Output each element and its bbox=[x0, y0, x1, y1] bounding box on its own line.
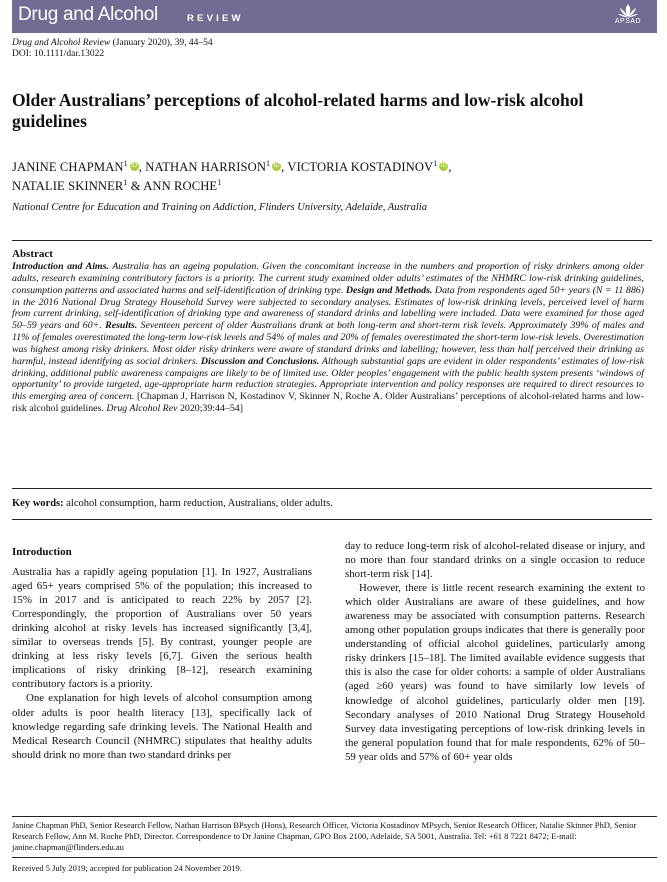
keywords bbox=[12, 498, 333, 509]
abstract-citation-text: [Chapman J, Harrison N, Kostadinov V, Skinner N, Roche A. Older Australians’ perceptions of alcohol-related harms and low-risk alcohol guidelines. bbox=[12, 391, 644, 415]
abstract-results: Seventeen percent of older Australians drank at both long-term and short-term risk levels. Approximately 39% of males and 11% of females overestimated the long-term low-risk levels and 54% of males and 20% of females overestimated the short-term low-risk levels. Overestimation was highest among risky drinkers. Most older risky drinkers were aware of standard drinks and labelling; however, less than half perceived their drinking as harmful, instead identifying as social drinkers. bbox=[12, 320, 644, 367]
received-date: Received 5 July 2019; accepted for publication 24 November 2019. bbox=[12, 863, 242, 873]
journal-citation-issue: (January 2020), 39, 44–54 bbox=[110, 38, 213, 48]
author-separator: , bbox=[281, 160, 288, 174]
author-affiliation-mark: 1 bbox=[123, 178, 128, 187]
journal-banner bbox=[12, 0, 657, 33]
abstract-citation-end: 2020;39:44–54] bbox=[177, 403, 244, 415]
abstract-intro: Australia has an ageing population. Given the concomitant increase in the numbers and proportion of risky drinkers among older adults, research examining contributory factors is a priority. The current study examined older adults’ estimates of the NHMRC low-risk drinking guidelines, consumption patterns and associated harms and self-identification of drinking type. bbox=[12, 261, 644, 296]
journal-subtitle: REVIEW bbox=[187, 13, 244, 24]
author-separator: , bbox=[138, 160, 146, 174]
journal-name[interactable]: Drug and Alcohol bbox=[18, 4, 158, 25]
orcid-icon[interactable]: ID bbox=[273, 163, 280, 169]
paragraph: Australia has a rapidly ageing population [1]. In 1927, Australians aged 65+ years comprised 5% of the population; this increased to 15% in 2017 and is anticipated to reach 22% by 2057 [2]. Correspondingly, the proportion of Australians over 50 years drinking alcohol at risky levels has increased significantly [3,4], similar to overseas trends [5]. By contrast, younger people are drinking at less risky levels [6,7]. Given the serious health implications of risky drinking [8–12], research examining contributory factors is a priority. bbox=[12, 566, 312, 691]
author-affiliation-mark: 1 bbox=[266, 159, 271, 168]
author-name[interactable]: JANINE CHAPMAN bbox=[12, 160, 124, 174]
abstract-text bbox=[12, 261, 644, 415]
abstract-design: Data from respondents aged 50+ years (N = 11 886) in the 2016 National Drug Strategy Household Survey were subjected to secondary analyses. Estimates of low-risk drinking levels, perceived level of harm from current drinking, self-identification of drinking type and awareness of standard drinks and labelling were included. Data were examined for those aged 50–59 years and 60+. bbox=[12, 284, 644, 332]
abstract-discussion-heading: Discussion and Conclusions. bbox=[200, 355, 320, 367]
apsad-logo-text: APSAD bbox=[614, 18, 642, 25]
correspondence-footnote: Janine Chapman PhD, Senior Research Fellow, Nathan Harrison BPsych (Hons), Research Officer, Victoria Kostadinov MPsych, Senior Research Officer, Natalie Skinner PhD, Senior Research Fellow, Ann M. Roche PhD, Director. Correspondence to Dr Janine Chapman, GPO Box 2100, Adelaide, SA 5001, Australia. Tel: +61 8 7221 8472; E-mail: janine.chapman@flinders.edu.au bbox=[12, 820, 637, 852]
author-affiliation-mark: 1 bbox=[217, 178, 222, 187]
affiliation: National Centre for Education and Training on Addiction, Flinders University, Adelaide, Australia bbox=[12, 202, 427, 213]
abstract-intro-heading: Introduction and Aims. bbox=[12, 261, 109, 272]
author-name[interactable]: NATALIE SKINNER bbox=[12, 179, 124, 193]
author-name[interactable]: ANN ROCHE bbox=[143, 179, 218, 193]
keywords-text: alcohol consumption, harm reduction, Australians, older adults. bbox=[63, 498, 333, 509]
journal-citation-name: Drug and Alcohol Review bbox=[12, 38, 111, 48]
author-affiliation-mark: 1 bbox=[433, 159, 438, 168]
keywords-label: Key words: bbox=[12, 498, 64, 509]
abstract-top-divider bbox=[12, 240, 652, 241]
author-separator: , bbox=[448, 160, 452, 174]
paragraph: One explanation for high levels of alcohol consumption among older adults is poor health literacy [13], specifically lack of knowledge regarding safe drinking levels. The National Health and Medical Research Council (NHMRC) stipulates that healthy adults should drink no more than two standard drinks per bbox=[12, 692, 312, 761]
right-column bbox=[345, 539, 645, 764]
left-column bbox=[12, 545, 312, 762]
abstract-results-heading: Results. bbox=[105, 320, 138, 332]
abstract-design-heading: Design and Methods. bbox=[345, 284, 433, 296]
footnote-divider bbox=[12, 816, 657, 817]
doi[interactable]: DOI: 10.1111/dar.13022 bbox=[12, 49, 105, 59]
author-separator: & bbox=[127, 179, 144, 193]
keywords-top-divider bbox=[12, 488, 652, 489]
keywords-bottom-divider bbox=[12, 519, 652, 520]
author-affiliation-mark: 1 bbox=[123, 159, 128, 168]
orcid-icon[interactable]: ID bbox=[131, 163, 138, 169]
introduction-heading: Introduction bbox=[12, 546, 72, 558]
apsad-logo[interactable] bbox=[611, 3, 645, 31]
lotus-icon bbox=[617, 3, 639, 19]
abstract-citation-journal: Drug Alcohol Rev bbox=[106, 403, 178, 415]
paragraph: day to reduce long-term risk of alcohol-related disease or injury, and no more than four standard drinks on a single occasion to reduce short-term risk [14]. bbox=[345, 540, 645, 581]
paragraph: However, there is little recent research examining the extent to which older Australians are aware of these guidelines, and how awareness may be associated with consumption patterns. Research among other population groups indicates that there is generally poor understanding of official alcohol guidelines, particularly among risky drinkers [15–18]. The limited available evidence suggests that this is also the case for older cohorts: a sample of older Australians (aged ≥60 years) was found to have similarly low levels of knowledge of alcohol guidelines, particularly older men [19]. Secondary analyses of 2010 National Drug Strategy Household Survey data investigating perceptions of low-risk drinking levels in the general population found that for male respondents, 62% of 50–59 year olds and 57% of 60+ year olds bbox=[345, 582, 645, 763]
received-divider bbox=[12, 857, 657, 858]
abstract-discussion: Although substantial gaps are evident in older respondents’ estimates of low-risk drinking, additional public awareness campaigns are likely to be of limited use. Older peoples’ engagement with the public health system presents ‘windows of opportunity’ to provide targeted, age-appropriate harm reduction strategies. Appropriate intervention and policy responses are required to direct resources to this emerging area of concern. bbox=[12, 355, 644, 403]
orcid-icon[interactable]: ID bbox=[440, 163, 447, 169]
article-title: Older Australians’ perceptions of alcohol-related harms and low-risk alcohol guidelines bbox=[12, 90, 584, 131]
abstract-heading: Abstract bbox=[12, 248, 53, 260]
author-name[interactable]: VICTORIA KOSTADINOV bbox=[287, 160, 434, 174]
author-list bbox=[12, 156, 632, 194]
author-name[interactable]: NATHAN HARRISON bbox=[145, 160, 267, 174]
citation-block bbox=[12, 38, 213, 60]
